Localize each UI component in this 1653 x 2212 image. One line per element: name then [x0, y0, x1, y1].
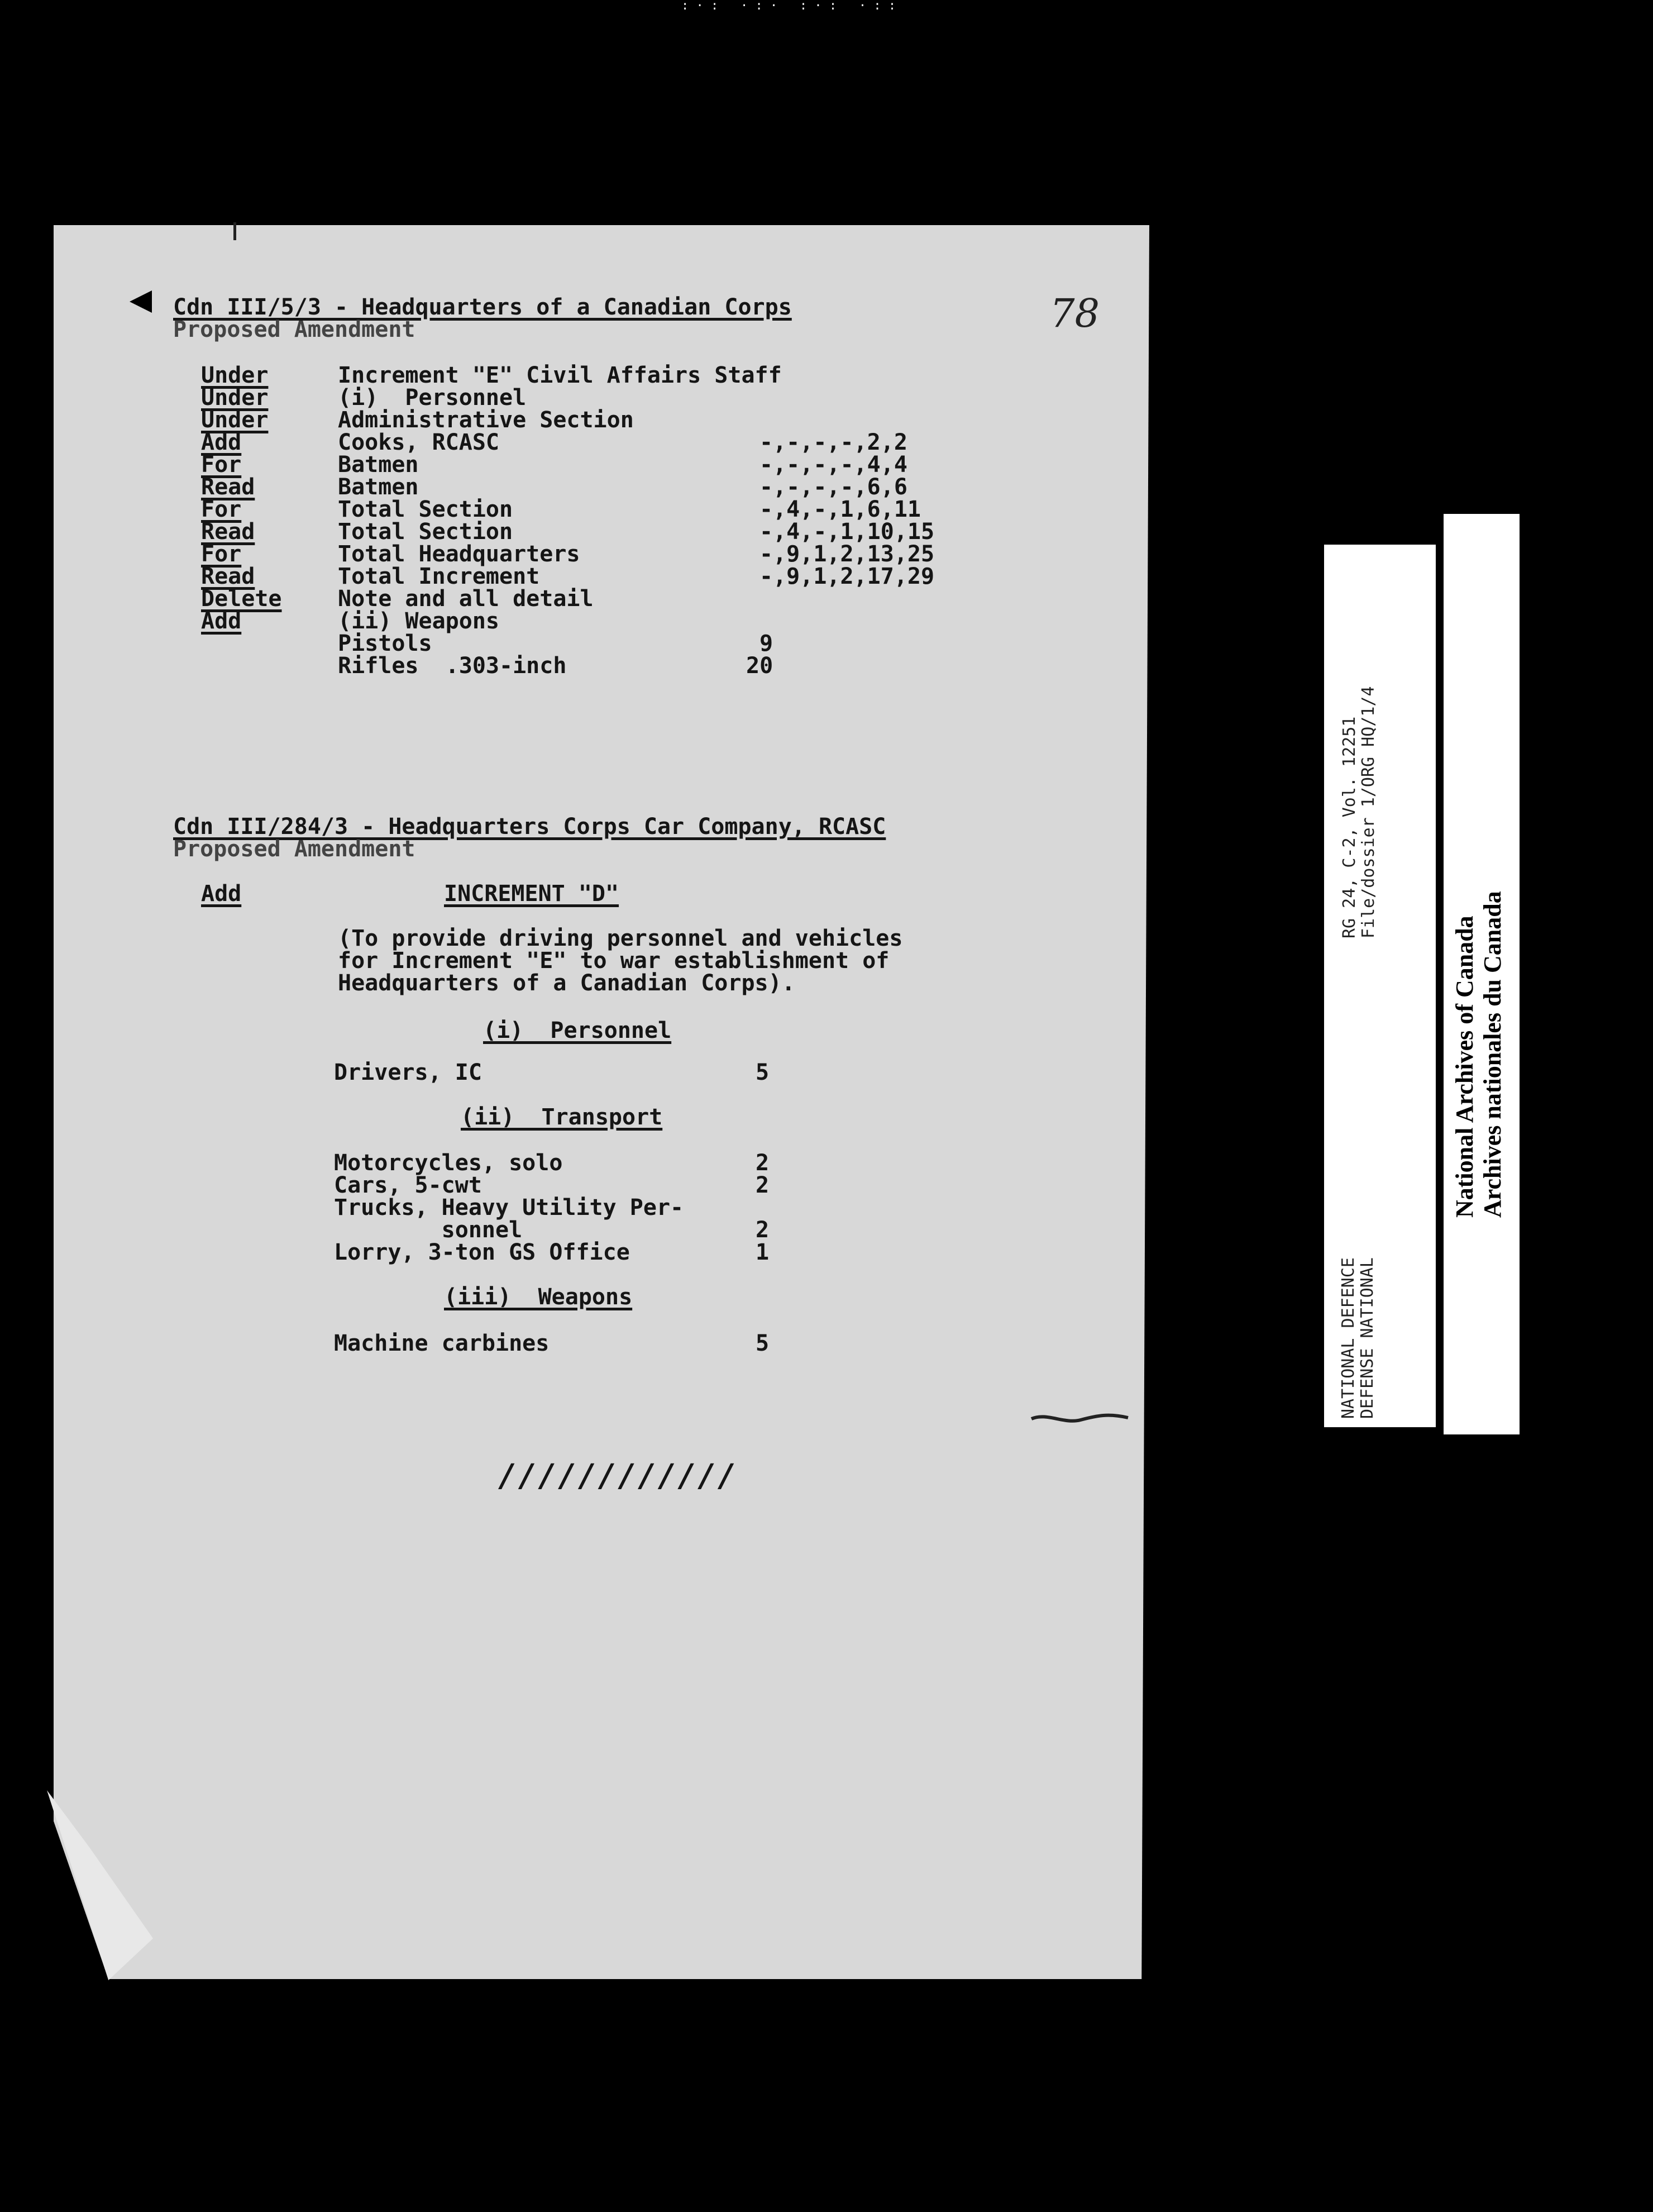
tick-mark: [233, 222, 236, 240]
section2-action: Add: [201, 881, 242, 907]
arrow-marker-icon: [130, 290, 152, 313]
row-value: -,-,-,-,4,4: [759, 452, 907, 478]
item-name: Machine carbines: [334, 1331, 550, 1356]
purpose-line: for Increment "E" to war establishment of: [338, 948, 890, 974]
row-text: Note and all detail: [338, 586, 594, 612]
pen-scribble: [1030, 1408, 1131, 1430]
row-text: Batmen: [338, 474, 419, 500]
department-line-2: DEFENSE NATIONAL: [1358, 1257, 1377, 1419]
row-value: -,9,1,2,17,29: [759, 564, 935, 589]
item-qty: 2: [756, 1217, 770, 1243]
row-text: Total Increment: [338, 564, 540, 589]
row-action: Under: [201, 363, 269, 388]
row-action: For: [201, 497, 242, 522]
row-text: Total Section: [338, 519, 513, 545]
transport-heading: (ii) Transport: [461, 1104, 663, 1130]
end-mark: ////////////: [498, 1458, 738, 1494]
row-text: Administrative Section: [338, 407, 634, 433]
item-name: Trucks, Heavy Utility Per-: [334, 1195, 684, 1221]
row-text: Batmen: [338, 452, 419, 478]
item-qty: 1: [756, 1240, 770, 1265]
item-name: sonnel: [334, 1217, 523, 1243]
item-name: Cars, 5-cwt: [334, 1172, 482, 1198]
row-value: -,-,-,-,2,2: [759, 430, 907, 455]
row-value: 20: [746, 653, 773, 679]
personnel-heading: (i) Personnel: [483, 1018, 672, 1043]
row-action: Under: [201, 407, 269, 433]
row-text: Increment "E" Civil Affairs Staff: [338, 363, 782, 388]
row-text: Total Section: [338, 497, 513, 522]
item-qty: 5: [756, 1060, 770, 1085]
item-name: Drivers, IC: [334, 1060, 482, 1085]
row-value: -,4,-,1,6,11: [759, 497, 921, 522]
section2-subtitle: Proposed Amendment: [173, 836, 415, 862]
row-action: Under: [201, 385, 269, 411]
archive-name-en: National Archives of Canada: [1451, 916, 1478, 1218]
row-action: For: [201, 541, 242, 567]
row-action: Read: [201, 564, 255, 589]
department-label: [1339, 1201, 1377, 1419]
department-line-1: NATIONAL DEFENCE: [1339, 1257, 1358, 1419]
archive-name-fr: Archives nationales du Canada: [1479, 891, 1506, 1218]
row-action: Delete: [201, 586, 282, 612]
item-name: Motorcycles, solo: [334, 1150, 563, 1176]
row-action: Add: [201, 430, 242, 455]
row-value: -,4,-,1,10,15: [759, 519, 935, 545]
reference-line-2: File/dossier 1/ORG HQ/1/4: [1359, 686, 1378, 938]
item-qty: 2: [756, 1172, 770, 1198]
handwritten-page-number: 78: [1050, 290, 1100, 336]
section2-title: Cdn III/284/3 - Headquarters Corps Car Company, RCASC: [173, 814, 886, 840]
row-action: Read: [201, 519, 255, 545]
item-qty: 5: [756, 1331, 770, 1356]
film-perforation-marks: : · : · : · : · : · : :: [681, 0, 896, 13]
weapons-heading: (iii) Weapons: [444, 1284, 633, 1310]
row-value: 9: [759, 631, 773, 656]
row-action: For: [201, 452, 242, 478]
row-text: Pistols: [338, 631, 432, 656]
row-value: -,9,1,2,13,25: [759, 541, 935, 567]
purpose-line: Headquarters of a Canadian Corps).: [338, 970, 795, 996]
row-text: (i) Personnel: [338, 385, 527, 411]
archive-reference: [1340, 547, 1378, 938]
section1-subtitle: Proposed Amendment: [173, 317, 415, 342]
row-text: Rifles .303-inch: [338, 653, 567, 679]
purpose-line: (To provide driving personnel and vehicles: [338, 926, 903, 951]
item-qty: 2: [756, 1150, 770, 1176]
row-action: Read: [201, 474, 255, 500]
item-name: Lorry, 3-ton GS Office: [334, 1240, 630, 1265]
increment-heading: INCREMENT "D": [444, 881, 619, 907]
archive-name: [1451, 816, 1507, 1218]
row-action: Add: [201, 608, 242, 634]
row-value: -,-,-,-,6,6: [759, 474, 907, 500]
section1-title: Cdn III/5/3 - Headquarters of a Canadian Corps: [173, 294, 792, 320]
row-text: (ii) Weapons: [338, 608, 499, 634]
row-text: Total Headquarters: [338, 541, 580, 567]
row-text: Cooks, RCASC: [338, 430, 499, 455]
reference-line-1: RG 24, C-2, Vol. 12251: [1340, 716, 1359, 938]
